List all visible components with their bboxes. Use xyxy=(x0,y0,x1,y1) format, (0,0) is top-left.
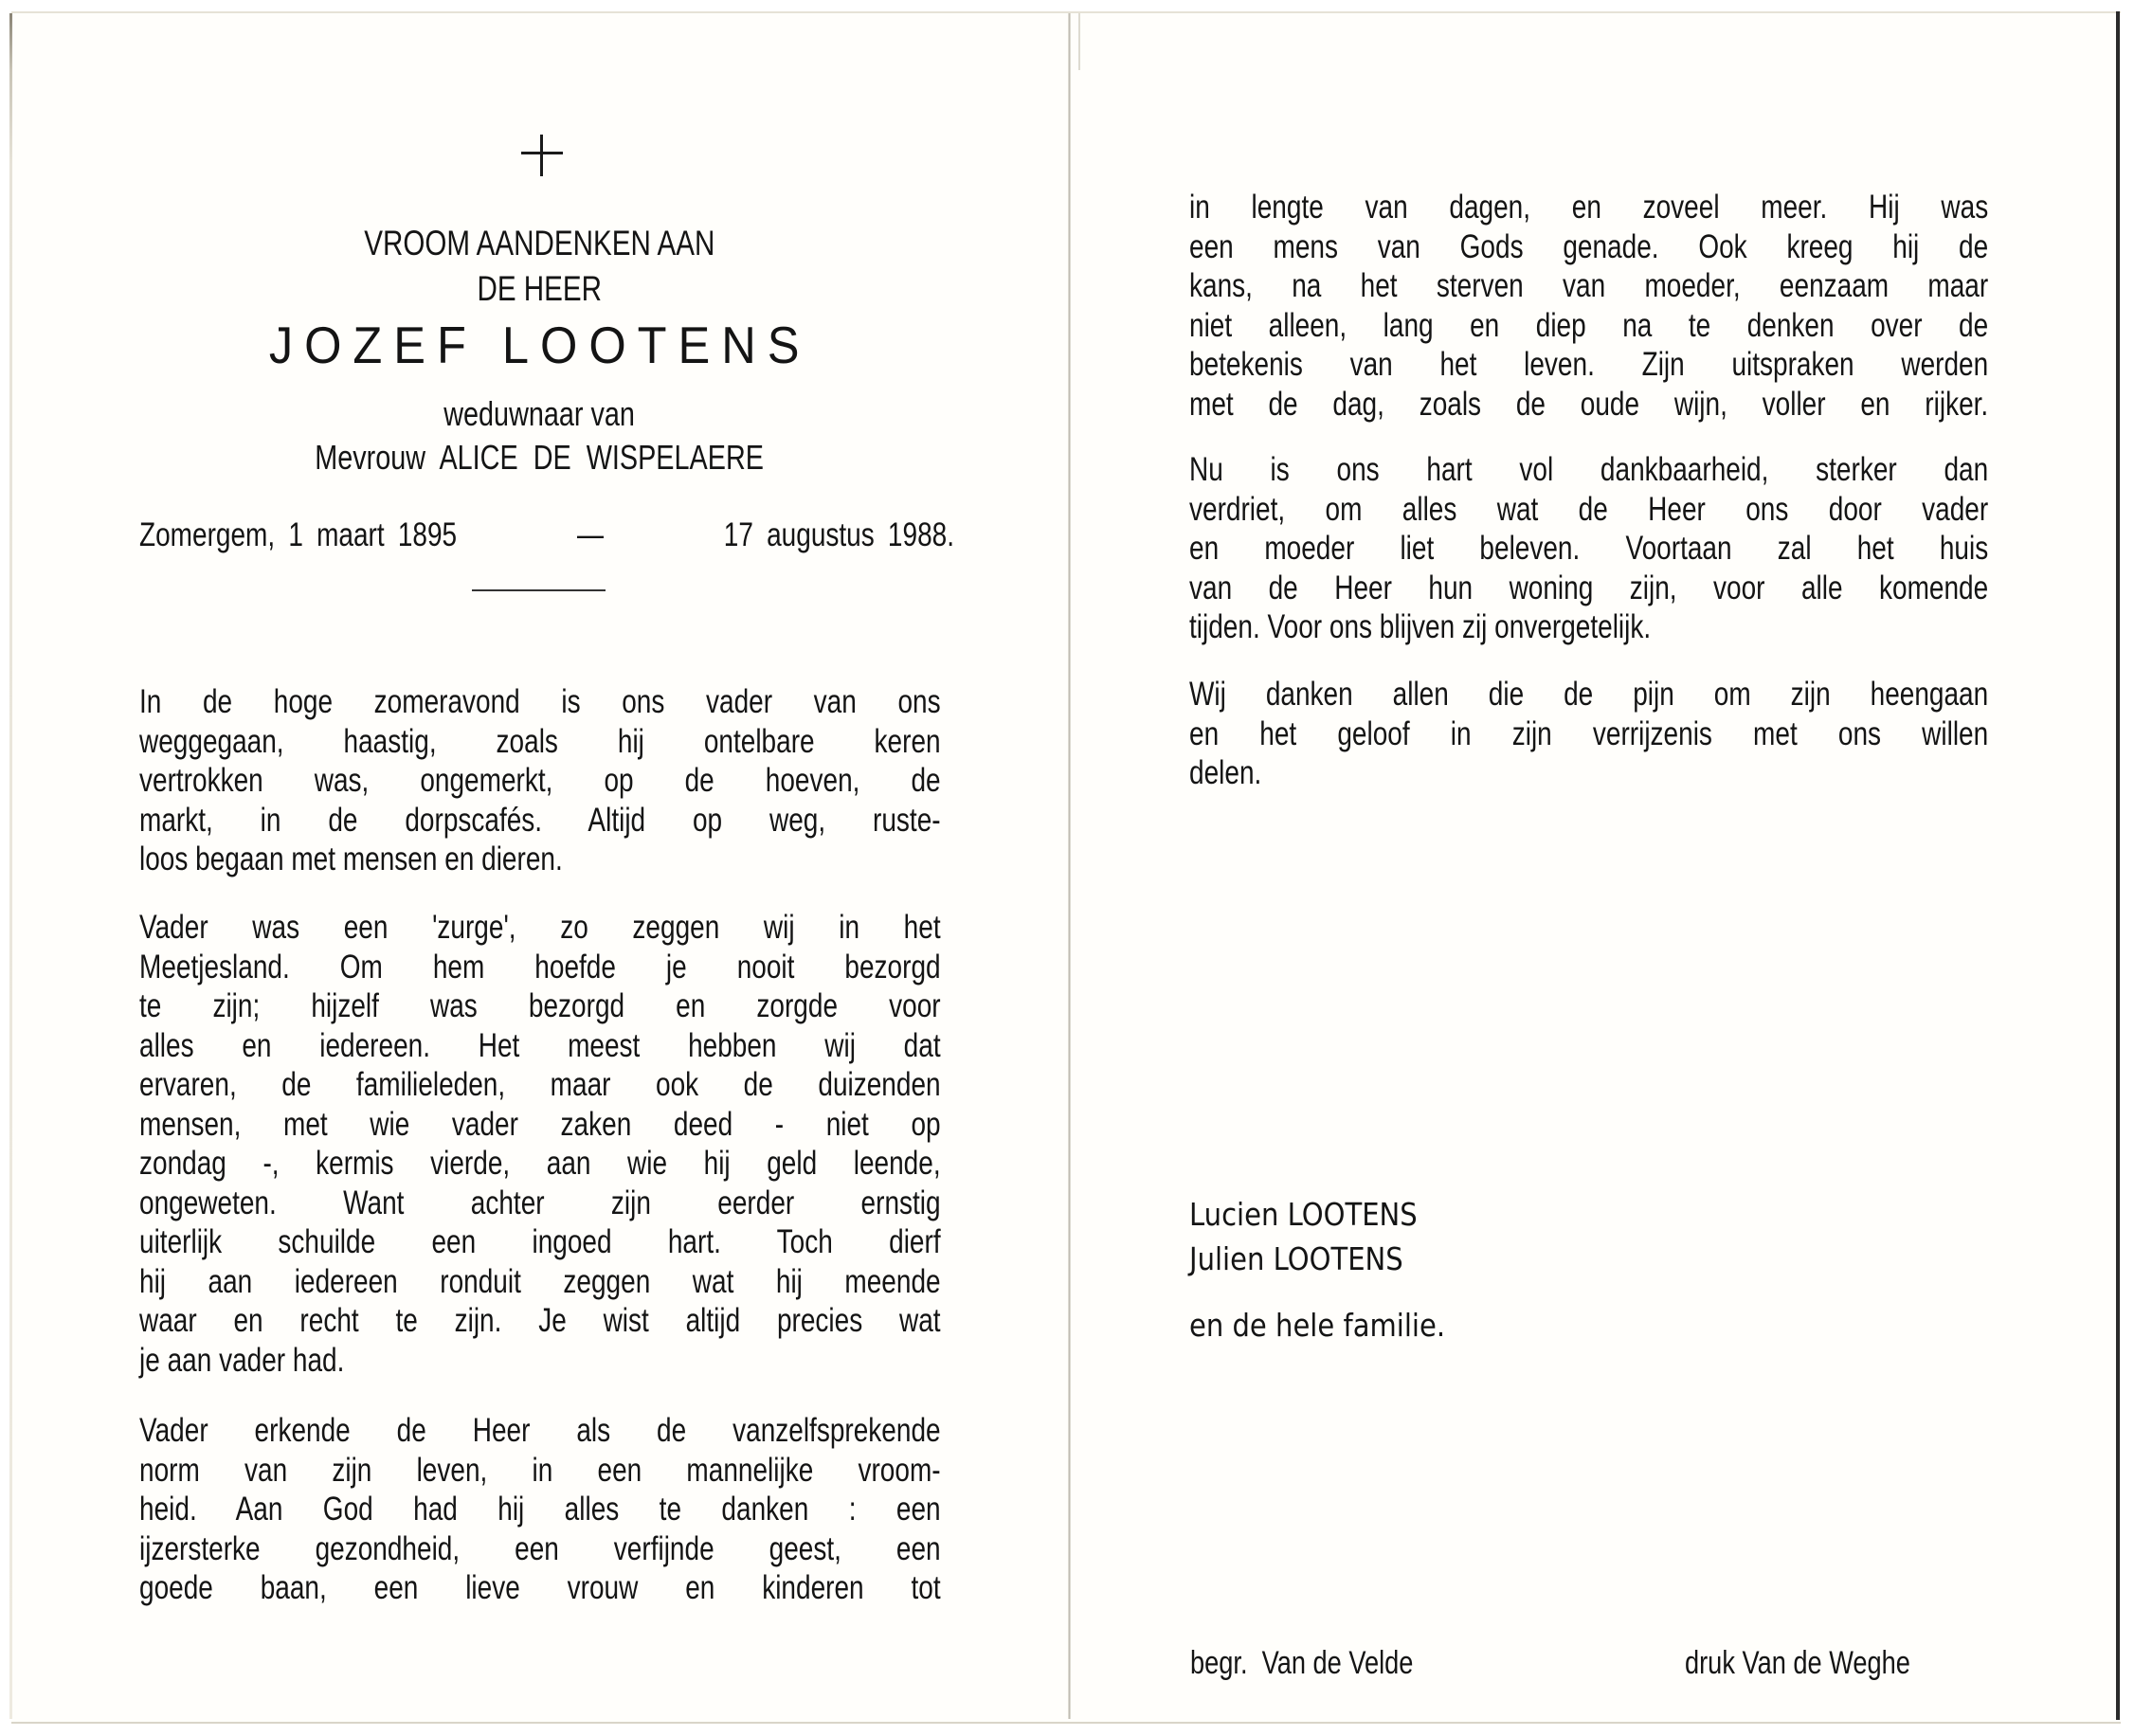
paragraph-4 xyxy=(1189,188,2134,424)
signatory-2: Julien LOOTENS xyxy=(1189,1240,1403,1277)
text-line: Vader erkende de Heer als de vanzelfsprekende xyxy=(139,1412,941,1449)
text-line: Meetjesland. Om hem hoefde je nooit bezorgd xyxy=(139,948,941,986)
deceased-name-text: JOZEF LOOTENS xyxy=(268,316,811,374)
spouse-line-inner xyxy=(316,438,765,478)
printer-credit: druk Van de Weghe xyxy=(1685,1645,1910,1681)
right-page xyxy=(1071,11,2116,1720)
spouse-name: ALICE DE WISPELAERE xyxy=(439,438,765,477)
left-page xyxy=(11,11,1068,1720)
text-line: Nu is ons hart vol dankbaarheid, sterker dan xyxy=(1189,451,1989,488)
text-line: delen. xyxy=(1189,754,1262,791)
text-line: betekenis van het leven. Zijn uitspraken werden xyxy=(1189,346,1989,383)
text-line: te zijn; hijzelf was bezorgd en zorgde voor xyxy=(139,987,941,1024)
deceased-name xyxy=(11,315,1068,375)
paragraph-3 xyxy=(139,1411,1141,1608)
text-line: in lengte van dagen, en zoveel meer. Hij was xyxy=(1189,189,1989,226)
birth-date: Zomergem, 1 maart 1895 xyxy=(139,516,458,553)
text-line: ervaren, de familieleden, maar ook de duizenden xyxy=(139,1066,941,1103)
text-line: met de dag, zoals de oude wijn, voller en rijker. xyxy=(1189,385,1989,423)
text-line: Wij danken allen die de pijn om zijn heengaan xyxy=(1189,676,1989,713)
death-date: 17 augustus 1988. xyxy=(723,516,954,553)
text-line: kans, na het sterven van moeder, eenzaam maar xyxy=(1189,267,1989,304)
paragraph-1 xyxy=(139,682,1141,879)
text-line: ongeweten. Want achter zijn eerder ernstig xyxy=(139,1184,941,1221)
text-line: mensen, met wie vader zaken deed - niet op xyxy=(139,1105,941,1143)
header-line-1-text: VROOM AANDENKEN AAN xyxy=(364,224,715,262)
text-line: zondag -, kermis vierde, aan wie hij geld leende, xyxy=(139,1145,941,1182)
section-divider xyxy=(472,589,606,591)
signatory-1: Lucien LOOTENS xyxy=(1189,1196,1418,1233)
header-line-2 xyxy=(11,269,1068,309)
text-line: uiterlijk schuilde een ingoed hart. Toch dierf xyxy=(139,1223,941,1260)
life-dates-row xyxy=(139,516,954,554)
paragraph-6 xyxy=(1189,675,2134,793)
text-line: tijden. Voor ons blijven zij onvergetelijk. xyxy=(1189,608,1652,645)
text-line: verdriet, om alles wat de Heer ons door vader xyxy=(1189,490,1989,528)
text-line: Vader was een 'zurge', zo zeggen wij in het xyxy=(139,909,941,946)
text-line: je aan vader had. xyxy=(139,1341,345,1379)
text-line: goede baan, een lieve vrouw en kinderen tot xyxy=(139,1569,941,1606)
text-line: hij aan iedereen ronduit zeggen wat hij meende xyxy=(139,1262,941,1300)
widower-of-label xyxy=(11,394,1068,434)
paragraph-5 xyxy=(1189,450,2134,647)
text-line: van de Heer hun woning zijn, voor alle komende xyxy=(1189,569,1989,606)
text-line: loos begaan met mensen en dieren. xyxy=(139,841,563,877)
date-dash: — xyxy=(576,516,604,553)
text-line: vertrokken was, ongemerkt, op de hoeven, de xyxy=(139,762,941,799)
header-line-1 xyxy=(11,224,1068,263)
text-line: norm van zijn leven, in een mannelijke vroom- xyxy=(139,1451,941,1489)
text-line: ijzersterke gezondheid, een verfijnde geest, een xyxy=(139,1529,941,1567)
paragraph-2 xyxy=(139,908,1141,1380)
text-line: een mens van Gods genade. Ook kreeg hij de xyxy=(1189,227,1989,265)
text-line: markt, in de dorpscafés. Altijd op weg, ruste- xyxy=(139,801,941,839)
text-line: waar en recht te zijn. Je wist altijd precies wat xyxy=(139,1302,941,1339)
text-line: en het geloof in zijn verrijzenis met ons willen xyxy=(1189,714,1989,752)
text-line: weggegaan, haastig, zoals hij ontelbare keren xyxy=(139,722,941,760)
header-line-2-text: DE HEER xyxy=(477,269,603,308)
spouse-title: Mevrouw xyxy=(315,438,426,477)
family-line: en de hele familie. xyxy=(1189,1307,1446,1344)
undertaker-credit: begr. Van de Velde xyxy=(1190,1645,1414,1681)
text-line: In de hoge zomeravond is ons vader van ons xyxy=(139,683,941,720)
cross-icon xyxy=(521,135,563,176)
life-dates xyxy=(139,516,954,554)
text-line: en moeder liet beleven. Voortaan zal het huis xyxy=(1189,530,1989,567)
spouse-line xyxy=(11,438,1068,478)
widower-of-text: weduwnaar van xyxy=(443,394,636,433)
text-line: niet alleen, lang en diep na te denken over de xyxy=(1189,306,1989,344)
text-line: alles en iedereen. Het meest hebben wij dat xyxy=(139,1026,941,1064)
text-line: heid. Aan God had hij alles te danken : een xyxy=(139,1491,941,1528)
